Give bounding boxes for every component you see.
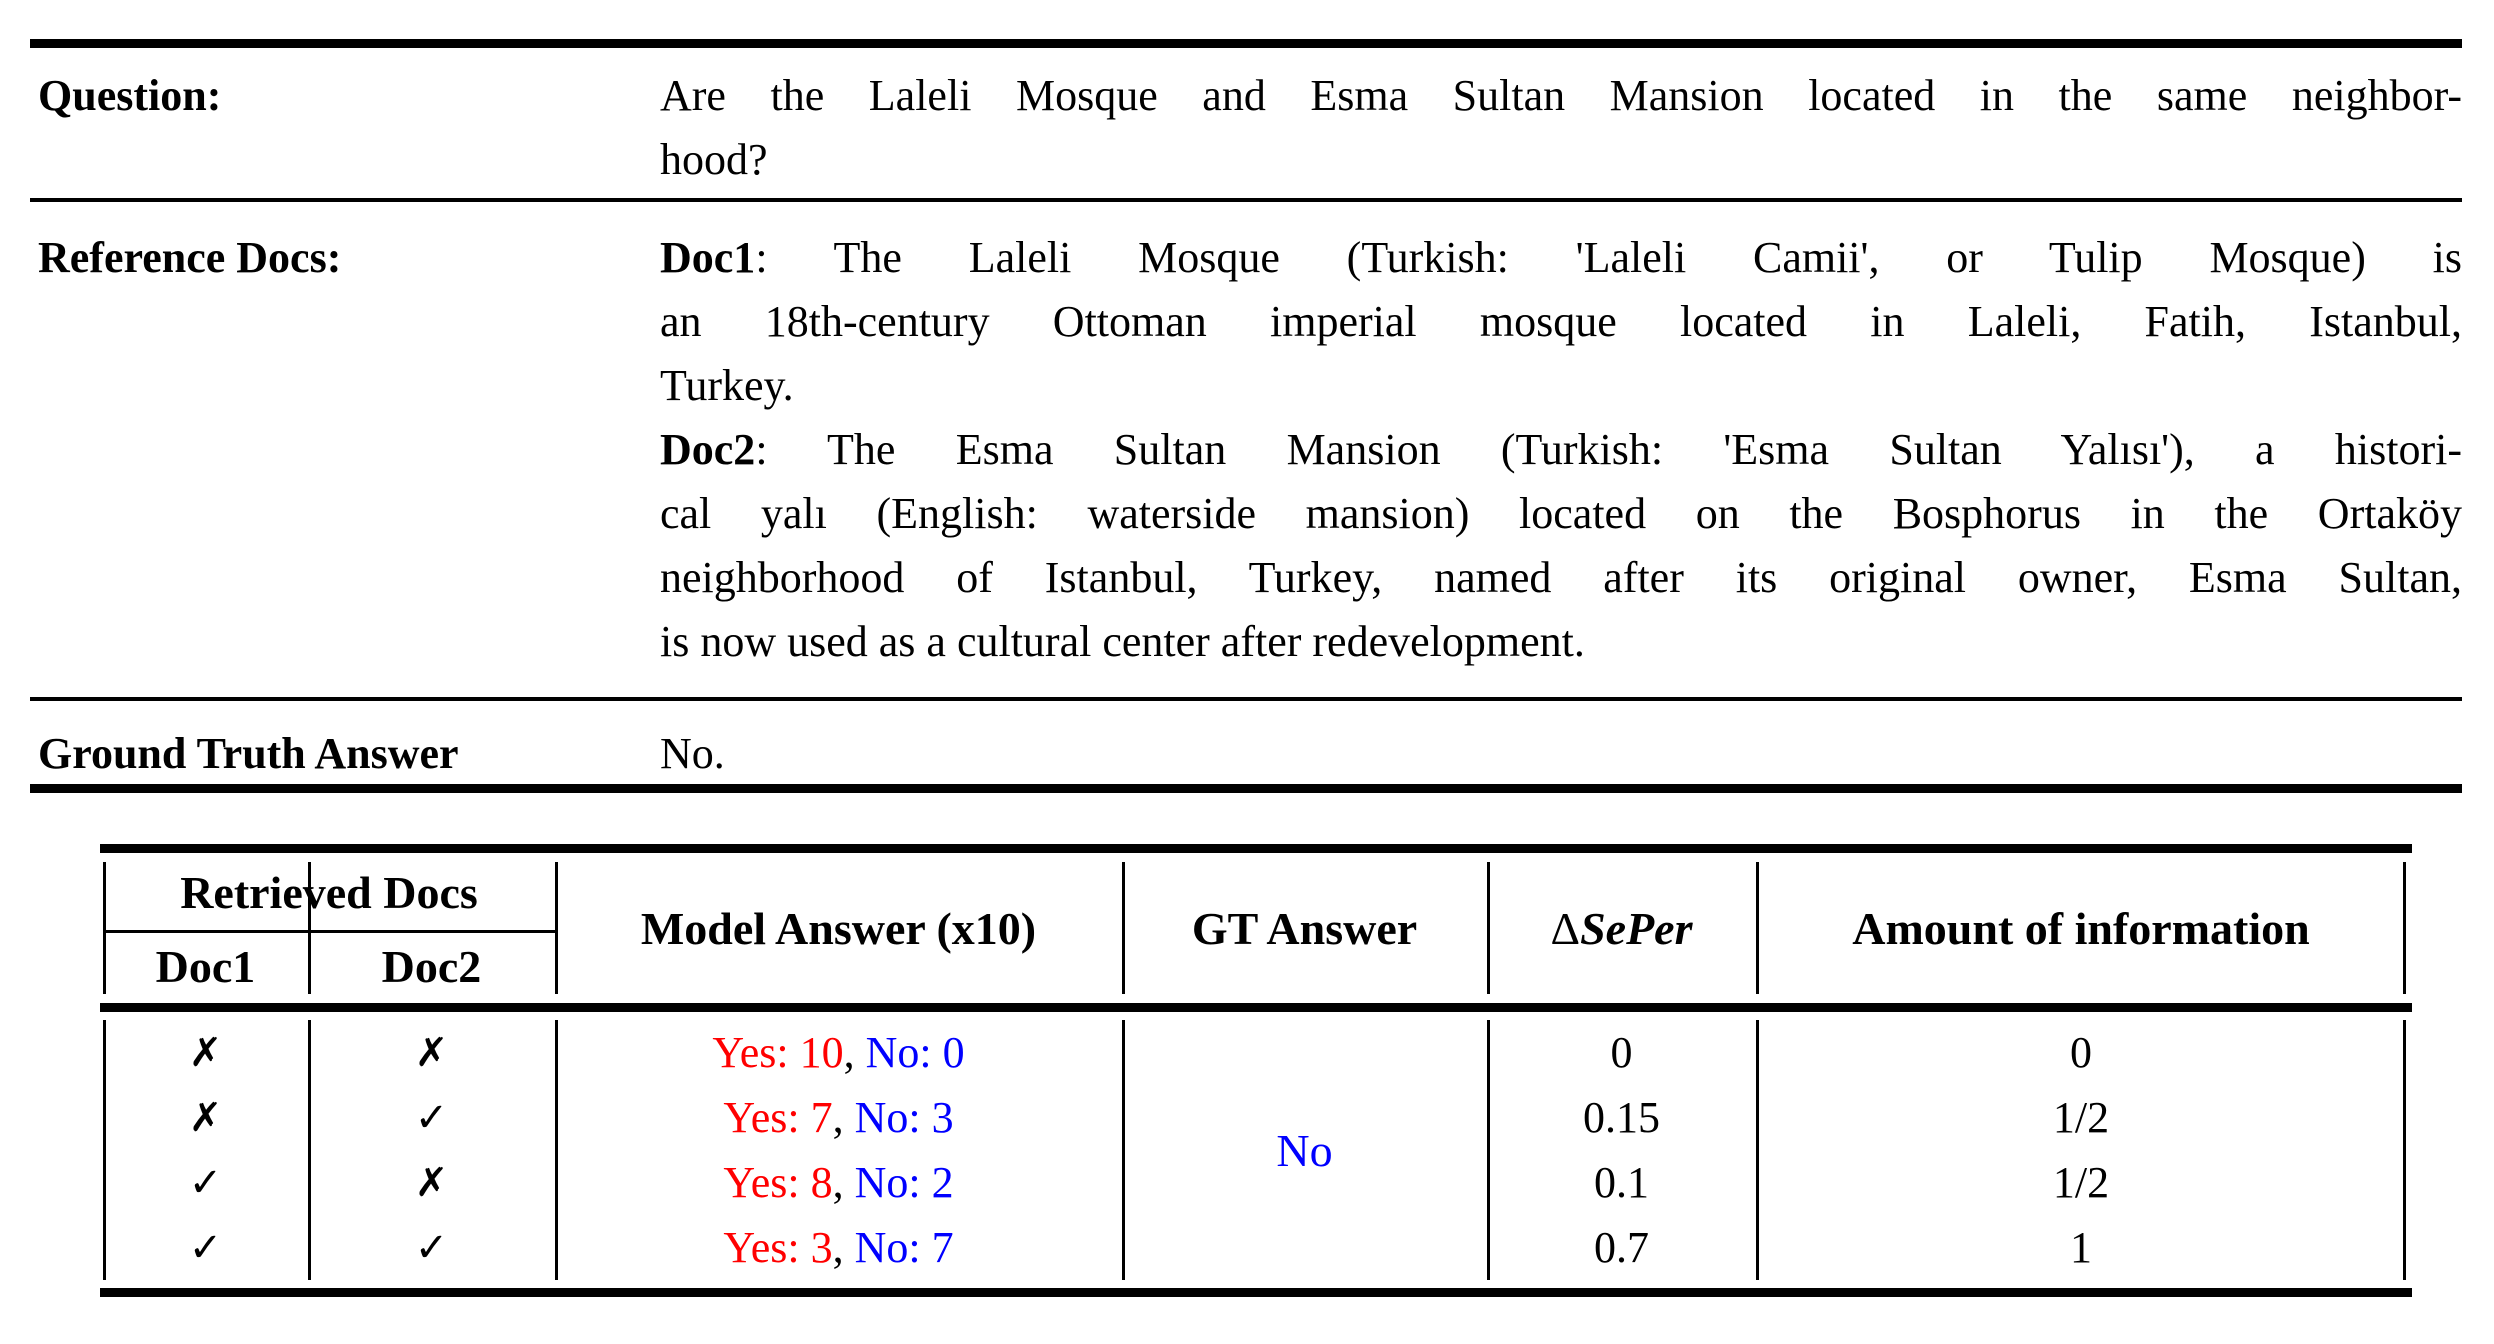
text-segment: : The Esma Sultan Mansion (Turkish: 'Esma Sultan Yalısı'), a histori-: [755, 425, 2462, 474]
reference-docs-line: [660, 226, 2462, 290]
header-amount-of-information: Amount of information: [1852, 902, 2310, 954]
text-segment: is now used as a cultural center after redevelopment.: [660, 617, 1585, 666]
doc2-mark-cell: [308, 1086, 555, 1150]
text-segment: hood?: [660, 135, 768, 184]
reference-docs-line: [660, 354, 2462, 418]
comma-separator: ,: [832, 1093, 855, 1142]
doc2-mark-cell: [308, 1021, 555, 1085]
yes-count: Yes: 8: [723, 1158, 833, 1207]
check-mark-icon: ✓: [188, 1159, 223, 1206]
no-count: No: 2: [854, 1158, 954, 1207]
header-gt-answer: GT Answer: [1191, 902, 1418, 954]
amount-cell: 1/2: [2052, 1093, 2110, 1142]
reference-docs-line: [660, 610, 2462, 674]
question-text: [660, 64, 2462, 192]
reference-docs-text: [660, 226, 2462, 674]
doc1-mark-cell: [103, 1021, 308, 1085]
reference-docs-line: [660, 418, 2462, 482]
table-header-rule: [100, 1003, 2412, 1012]
question-label: Question:: [38, 71, 222, 120]
results-table: [100, 844, 2412, 1297]
comma-separator: ,: [832, 1158, 855, 1207]
delta-seper-cell: 0: [1610, 1028, 1633, 1077]
model-answer-cell: [555, 1151, 1122, 1215]
yes-count: Yes: 7: [723, 1093, 833, 1142]
reference-docs-line: [660, 482, 2462, 546]
ground-truth-label: Ground Truth Answer: [38, 729, 459, 778]
doc1-mark-cell: [103, 1216, 308, 1280]
text-segment: Are the Laleli Mosque and Esma Sultan Mansion located in the same neighbor-: [660, 71, 2462, 120]
yes-count: Yes: 10: [712, 1028, 844, 1077]
doc1-mark-cell: [103, 1086, 308, 1150]
comma-separator: ,: [832, 1223, 855, 1272]
doc-id-bold: Doc1: [660, 233, 756, 282]
model-answer-cell: [555, 1086, 1122, 1150]
no-count: No: 3: [854, 1093, 954, 1142]
divider-rule-2: [30, 697, 2462, 701]
model-answer-cell: [555, 1216, 1122, 1280]
info-bottom-rule: [30, 784, 2462, 793]
retrieved-docs-underline: [103, 930, 555, 933]
amount-cell: 1: [2070, 1223, 2092, 1272]
check-mark-icon: ✓: [414, 1094, 449, 1141]
gt-answer-value: No: [1276, 1124, 1333, 1176]
text-segment: neighborhood of Istanbul, Turkey, named after its original owner, Esma Sultan,: [660, 553, 2462, 602]
model-answer-cell: [555, 1021, 1122, 1085]
delta-seper-cell: 0.1: [1594, 1158, 1649, 1207]
top-rule: [30, 39, 2462, 48]
text-segment: Turkey.: [660, 361, 794, 410]
reference-docs-line: [660, 546, 2462, 610]
question-line: [660, 64, 2462, 128]
cross-mark-icon: ✗: [188, 1094, 223, 1141]
cross-mark-icon: ✗: [414, 1029, 449, 1076]
ground-truth-value: No.: [660, 729, 725, 778]
amount-cell: 1/2: [2052, 1158, 2110, 1207]
comma-separator: ,: [843, 1028, 866, 1077]
text-segment: : The Laleli Mosque (Turkish: 'Laleli Camii', or Tulip Mosque) is: [755, 233, 2462, 282]
check-mark-icon: ✓: [414, 1224, 449, 1271]
question-row: [38, 64, 2462, 192]
reference-docs-row: [38, 226, 2462, 674]
question-line: [660, 128, 2462, 192]
text-segment: an 18th-century Ottoman imperial mosque located in Laleli, Fatih, Istanbul,: [660, 297, 2462, 346]
header-doc1: Doc1: [155, 940, 256, 992]
doc-id-bold: Doc2: [660, 425, 756, 474]
seper-word: SePer: [1580, 902, 1693, 954]
reference-docs-line: [660, 290, 2462, 354]
no-count: No: 7: [854, 1223, 954, 1272]
doc1-mark-cell: [103, 1151, 308, 1215]
header-doc2: Doc2: [381, 940, 482, 992]
text-segment: cal yalı (English: waterside mansion) located on the Bosphorus in the Ortaköy: [660, 489, 2462, 538]
header-delta-seper: [1487, 853, 1756, 1003]
divider-rule-1: [30, 198, 2462, 202]
header-model-answer: Model Answer (x10): [640, 902, 1037, 954]
table-top-rule: [100, 844, 2412, 853]
reference-docs-label: Reference Docs:: [38, 233, 342, 282]
yes-count: Yes: 3: [723, 1223, 833, 1272]
amount-cell: 0: [2070, 1028, 2092, 1077]
table-bottom-rule: [100, 1288, 2412, 1297]
delta-symbol: Δ: [1550, 902, 1581, 954]
check-mark-icon: ✓: [188, 1224, 223, 1271]
cross-mark-icon: ✗: [414, 1159, 449, 1206]
delta-seper-cell: 0.15: [1583, 1093, 1660, 1142]
delta-seper-cell: 0.7: [1594, 1223, 1649, 1272]
cross-mark-icon: ✗: [188, 1029, 223, 1076]
ground-truth-row: [38, 722, 2462, 786]
doc2-mark-cell: [308, 1151, 555, 1215]
header-retrieved-docs: Retrieved Docs: [180, 866, 478, 918]
doc2-mark-cell: [308, 1216, 555, 1280]
no-count: No: 0: [865, 1028, 965, 1077]
